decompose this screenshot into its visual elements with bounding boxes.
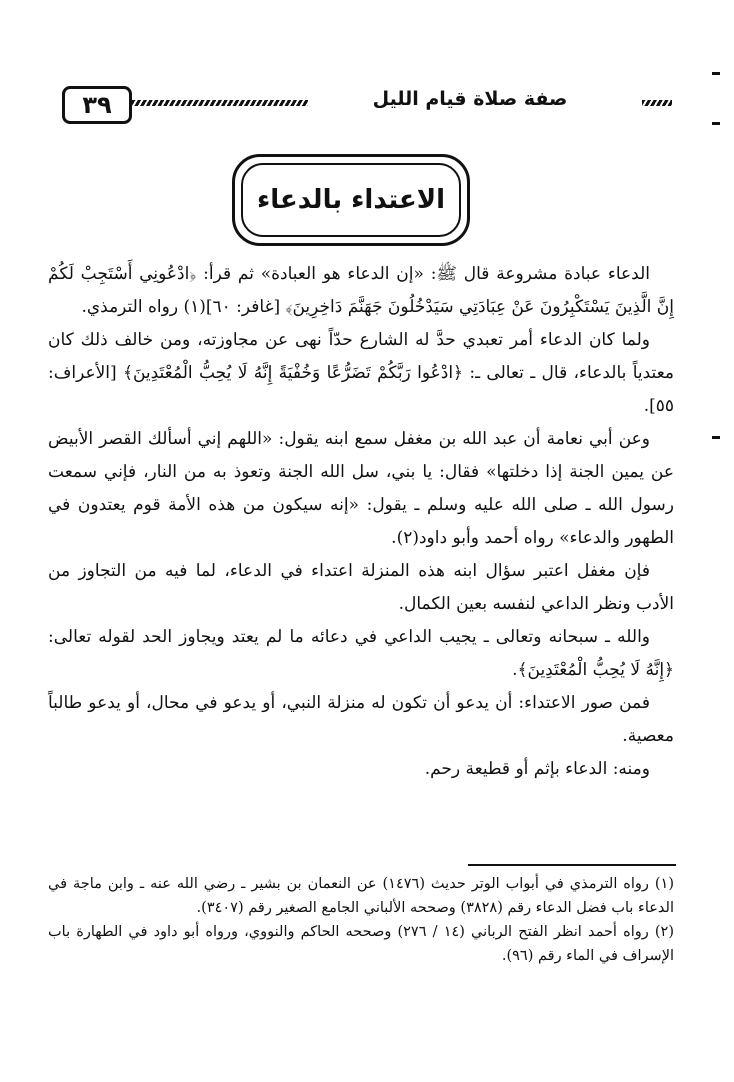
margin-mark [712,436,720,439]
section-title: الاعتداء بالدعاء [241,163,461,237]
paragraph: فإن مغفل اعتبر سؤال ابنه هذه المنزلة اعتداء في الدعاء، لما فيه من التجاوز من الأدب ونظر الداعي لنفسه بعين الكمال. [48,561,674,614]
footnote: (١) رواه الترمذي في أبواب الوتر حديث (١٤٧٦) عن النعمان بن بشير ـ رضي الله عنه ـ وابن ماجة في الدعاء باب فضل الدعاء رقم (٣٨٢٨) وصححه الألباني الجامع الصغير رقم (٣٤٠٧). [48,876,674,916]
section-title-frame [232,154,470,246]
page-number: ٣٩ [62,86,132,124]
footnote: (٢) رواه أحمد انظر الفتح الرباني (١٤ / ٢٧٦) وصححه الحاكم والنووي، ورواه أبو داود في الطهارة باب الإسراف في الماء رقم (٩٦). [48,924,674,964]
header-rule-left [132,100,308,106]
running-title: صفة صلاة قيام الليل [372,88,568,110]
paragraph: الدعاء عبادة مشروعة قال ﷺ: «إن الدعاء هو العبادة» ثم قرأ: ﴿ادْعُونِي أَسْتَجِبْ لَكُمْ إِنَّ الَّذِينَ يَسْتَكْبِرُونَ عَنْ عِبَادَتِي سَيَدْخُلُونَ جَهَنَّمَ دَاخِرِينَ﴾ [غافر: ٦٠](١) رواه الترمذي. [48,264,674,317]
paragraph: ومنه: الدعاء بإثم أو قطيعة رحم. [424,759,650,779]
margin-mark [712,122,720,125]
paragraph: ولما كان الدعاء أمر تعبدي حدَّ له الشارع حدّاً نهى عن مجاوزته، ومن خالف ذلك كان معتدياً بالدعاء، قال ـ تعالى ـ: ﴿ادْعُوا رَبَّكُمْ تَضَرُّعًا وَخُفْيَةً إِنَّهُ لَا يُحِبُّ الْمُعْتَدِينَ﴾ [الأعراف: ٥٥]. [48,330,674,416]
margin-mark [712,72,720,75]
footnote-separator [468,864,676,866]
main-text [48,258,674,786]
running-header [40,84,680,122]
footnotes [48,872,674,968]
paragraph: والله ـ سبحانه وتعالى ـ يجيب الداعي في دعائه ما لم يعتد ويجاوز الحد لقوله تعالى: ﴿إِنَّهُ لَا يُحِبُّ الْمُعْتَدِينَ﴾. [48,627,674,680]
paragraph: فمن صور الاعتداء: أن يدعو أن تكون له منزلة النبي، أو يدعو في محال، أو يدعو طالباً معصية. [48,693,674,746]
header-rule-right [642,100,672,106]
paragraph: وعن أبي نعامة أن عبد الله بن مغفل سمع ابنه يقول: «اللهم إني أسألك القصر الأبيض عن يمين الجنة إذا دخلتها» فقال: يا بني، سل الله الجنة وتعوذ به من النار، فإني سمعت رسول الله ـ صلى الله عليه وسلم ـ يقول: «إنه سيكون من هذه الأمة قوم يعتدون في الطهور والدعاء» رواه أحمد وأبو داود(٢). [48,429,674,548]
